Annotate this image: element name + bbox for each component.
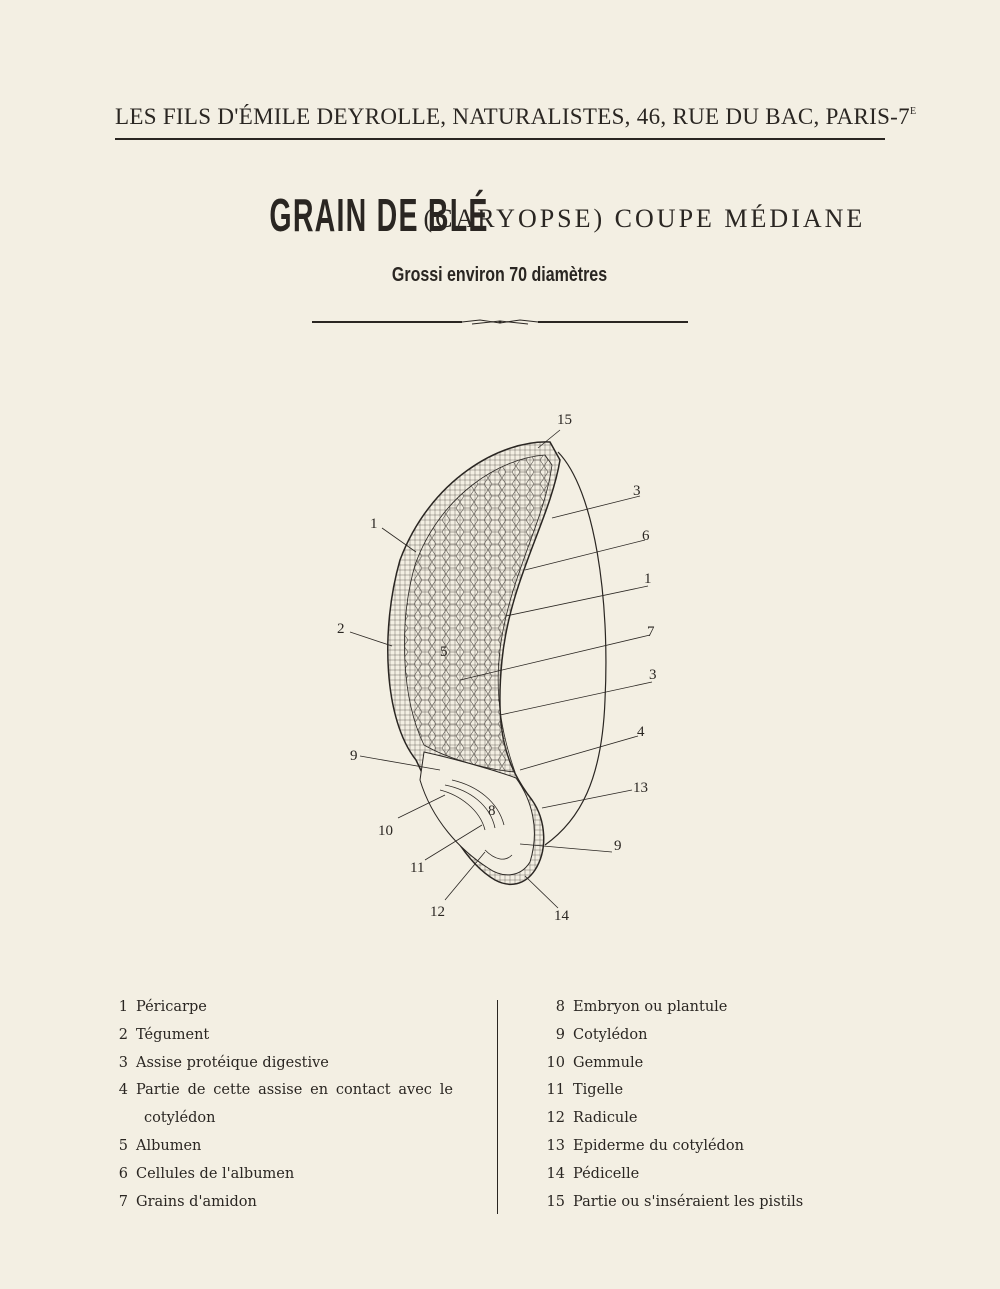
plate-title xyxy=(0,188,1000,242)
publisher-superscript: E xyxy=(909,106,917,117)
callout-5: 5 xyxy=(440,644,448,660)
ornamental-rule xyxy=(312,316,688,330)
callout-3a: 3 xyxy=(633,483,641,499)
callout-8: 8 xyxy=(488,803,496,819)
albumen-region xyxy=(404,455,552,772)
subtitle-text: Grossi environ 70 diamètres xyxy=(392,264,608,286)
legend-item: 10 Gemmule xyxy=(546,1054,644,1071)
callout-9a: 9 xyxy=(614,838,622,854)
pericarp-outline xyxy=(545,452,606,845)
legend-item: 15 Partie ou s'inséraient les pistils xyxy=(546,1193,804,1210)
callout-15: 15 xyxy=(557,412,572,428)
publisher-header xyxy=(115,104,917,130)
legend-item: 11 Tigelle xyxy=(546,1082,624,1099)
title-sub: (CARYOPSE) COUPE MÉDIANE xyxy=(423,204,866,233)
legend-item-continuation: cotylédon xyxy=(144,1110,216,1127)
callout-1a: 1 xyxy=(644,571,652,587)
callout-2: 2 xyxy=(337,621,345,637)
legend-item: 6 Cellules de l'albumen xyxy=(118,1165,295,1182)
header-rule xyxy=(115,138,885,140)
legend-item: 9 Cotylédon xyxy=(555,1026,648,1043)
legend-right xyxy=(545,994,845,1216)
legend-item: 3 Assise protéique digestive xyxy=(118,1054,329,1071)
legend-item: 7 Grains d'amidon xyxy=(118,1193,257,1210)
legend-item: 2 Tégument xyxy=(118,1026,210,1043)
wheat-grain-diagram xyxy=(320,400,700,940)
legend-item: 4 Partie de cette assise en contact avec le xyxy=(118,1082,453,1099)
legend-item: 14 Pédicelle xyxy=(546,1165,640,1182)
legend-item: 12 Radicule xyxy=(546,1110,638,1127)
callout-6: 6 xyxy=(642,528,650,544)
legend-item: 13 Epiderme du cotylédon xyxy=(546,1137,744,1154)
callout-14: 14 xyxy=(554,908,569,924)
legend-item: 8 Embryon ou plantule xyxy=(555,999,728,1015)
legend-item: 5 Albumen xyxy=(118,1137,202,1154)
callout-11: 11 xyxy=(410,860,425,876)
callout-13: 13 xyxy=(633,780,648,796)
callout-1b: 1 xyxy=(370,516,378,532)
callout-7: 7 xyxy=(647,624,655,640)
legend-item: 1 Péricarpe xyxy=(118,999,207,1015)
callout-3b: 3 xyxy=(649,667,657,683)
legend-divider xyxy=(497,1000,498,1214)
callout-4: 4 xyxy=(637,724,645,740)
callout-9b: 9 xyxy=(350,748,358,764)
legend-left xyxy=(108,994,453,1216)
magnification-subtitle xyxy=(0,264,1000,287)
callout-10: 10 xyxy=(378,823,393,839)
title-main: GRAIN DE BLÉ xyxy=(269,189,489,241)
publisher-text: LES FILS D'ÉMILE DEYROLLE, NATURALISTES, 46, RUE DU BAC, PARIS-7 xyxy=(115,104,910,129)
callout-12: 12 xyxy=(430,904,445,920)
